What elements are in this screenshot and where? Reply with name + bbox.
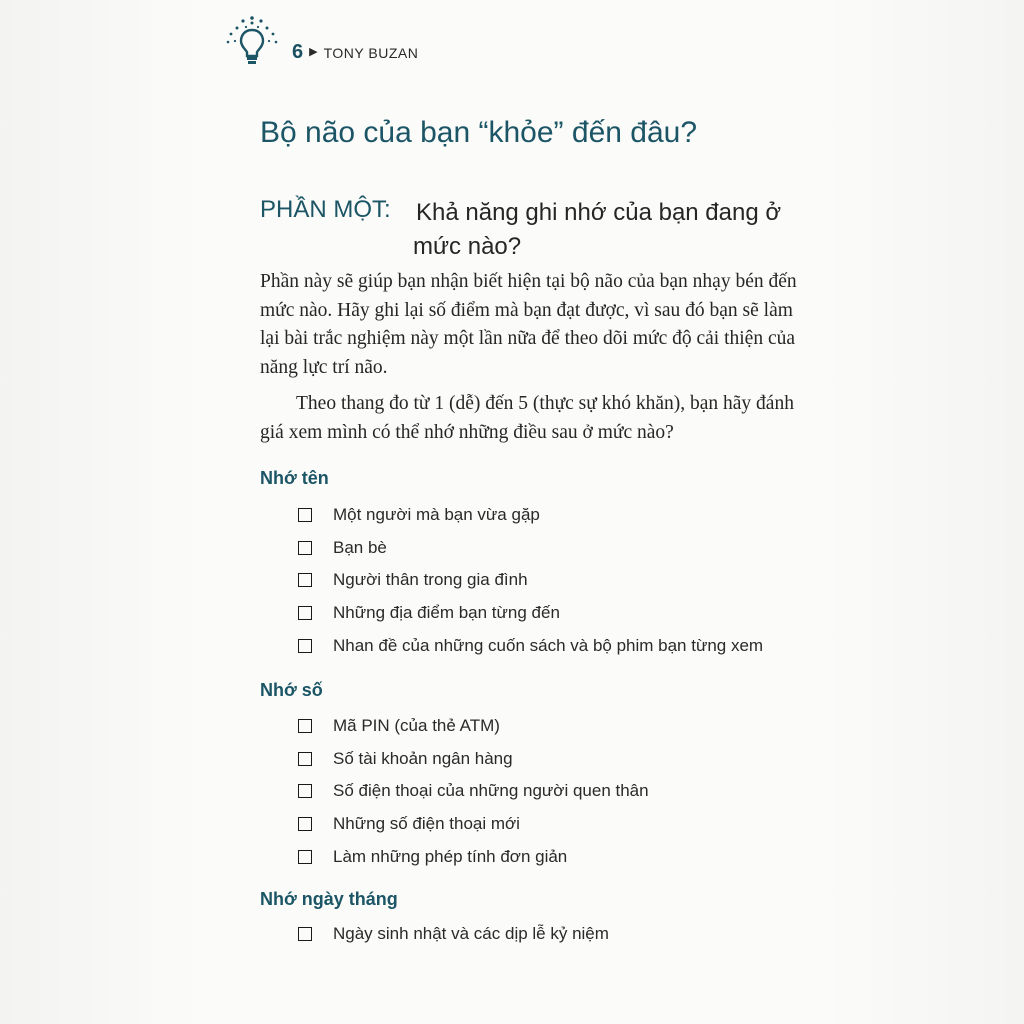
page-shadow-left xyxy=(0,0,200,1024)
lightbulb-icon xyxy=(224,12,280,68)
checkbox-icon xyxy=(298,752,312,766)
list-item xyxy=(298,918,609,951)
list-item xyxy=(298,499,763,532)
list-item xyxy=(298,629,763,662)
list-item xyxy=(298,775,649,808)
page-title: Bộ não của bạn “khỏe” đến đâu? xyxy=(260,116,698,149)
part-title-line-1: Khả năng ghi nhớ của bạn đang ở xyxy=(416,199,782,226)
section-heading-dates: Nhớ ngày tháng xyxy=(260,889,398,909)
list-item-label: Ngày sinh nhật và các dịp lễ kỷ niệm xyxy=(333,924,609,944)
page-number: 6 xyxy=(292,41,304,63)
list-item xyxy=(298,743,649,776)
checklist-numbers xyxy=(298,710,649,873)
page-shadow-right xyxy=(824,0,1024,1024)
list-item xyxy=(298,808,649,841)
checkbox-icon xyxy=(298,606,312,620)
checkbox-icon xyxy=(298,719,312,733)
list-item xyxy=(298,840,649,873)
checkbox-icon xyxy=(298,784,312,798)
list-item-label: Một người mà bạn vừa gặp xyxy=(333,505,540,525)
list-item xyxy=(298,710,649,743)
part-label: PHẦN MỘT: xyxy=(260,196,391,223)
checkbox-icon xyxy=(298,639,312,653)
checkbox-icon xyxy=(298,541,312,555)
section-heading-numbers: Nhớ số xyxy=(260,680,323,700)
list-item-label: Số tài khoản ngân hàng xyxy=(333,748,513,768)
checkbox-icon xyxy=(298,573,312,587)
checkbox-icon xyxy=(298,927,312,941)
list-item-label: Mã PIN (của thẻ ATM) xyxy=(333,716,500,736)
list-item-label: Những địa điểm bạn từng đến xyxy=(333,603,560,623)
list-item xyxy=(298,597,763,630)
intro-paragraph: Phần này sẽ giúp bạn nhận biết hiện tại bộ não của bạn nhạy bén đến mức nào. Hãy ghi lại số điểm mà bạn đạt được, vì sau đó bạn sẽ làm lại bài trắc nghiệm này một lần nữa để theo dõi mức độ cải thiện của năng lực trí não. xyxy=(260,271,797,378)
list-item-label: Những số điện thoại mới xyxy=(333,814,520,834)
checklist-names xyxy=(298,499,763,662)
part-title-line-2: mức nào? xyxy=(413,233,522,260)
list-item-label: Làm những phép tính đơn giản xyxy=(333,846,568,866)
list-item xyxy=(298,532,763,565)
section-heading-names: Nhớ tên xyxy=(260,468,329,488)
checkbox-icon xyxy=(298,817,312,831)
list-item-label: Người thân trong gia đình xyxy=(333,570,528,590)
checkbox-icon xyxy=(298,508,312,522)
author-name: TONY BUZAN xyxy=(323,44,419,61)
running-head xyxy=(292,41,418,64)
list-item-label: Nhan đề của những cuốn sách và bộ phim bạn từng xem xyxy=(333,635,764,655)
list-item-label: Bạn bè xyxy=(333,537,387,557)
list-item-label: Số điện thoại của những người quen thân xyxy=(333,781,649,801)
instruction-paragraph: Theo thang đo từ 1 (dễ) đến 5 (thực sự khó khăn), bạn hãy đánh giá xem mình có thể nhớ những điều sau ở mức nào? xyxy=(260,393,794,443)
part-title xyxy=(413,196,816,264)
play-arrow-icon: ▶ xyxy=(309,46,318,58)
list-item xyxy=(298,564,763,597)
checkbox-icon xyxy=(298,850,312,864)
checklist-dates xyxy=(298,918,609,951)
